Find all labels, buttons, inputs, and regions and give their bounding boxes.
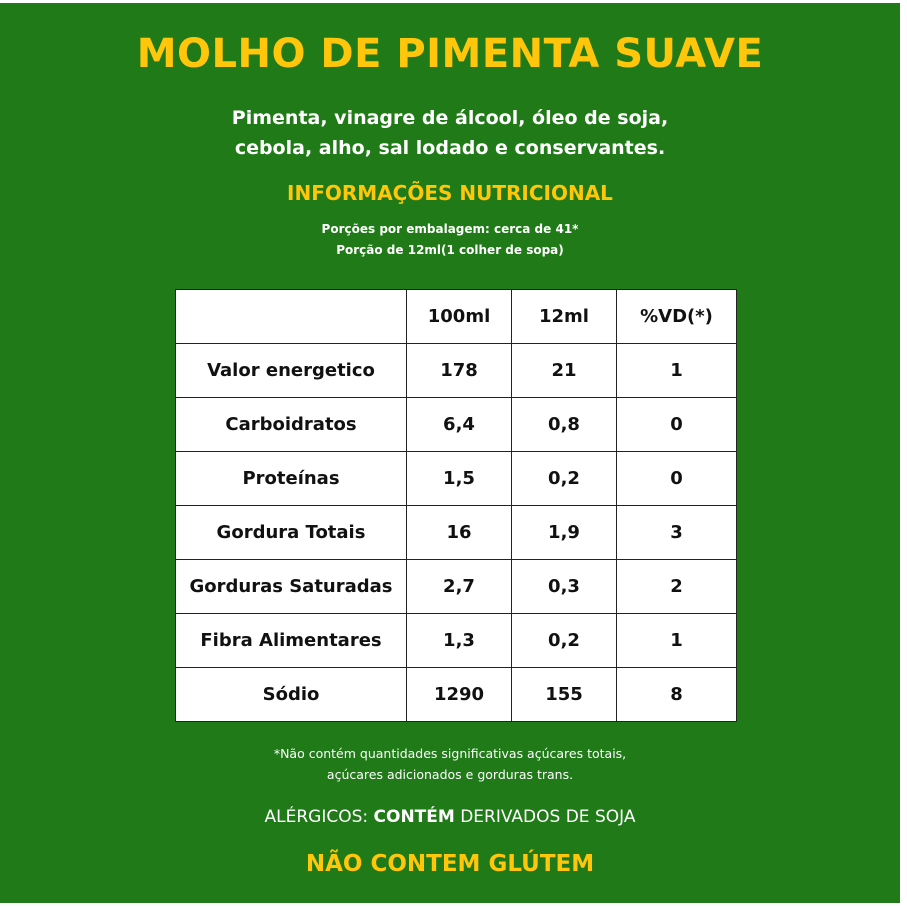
allergen-emphasis: CONTÉM <box>373 807 455 827</box>
portion-info <box>0 219 900 261</box>
value-12ml: 21 <box>512 344 617 398</box>
value-vd: 1 <box>617 614 737 668</box>
table-row <box>176 452 737 506</box>
value-100ml: 1290 <box>407 668 512 722</box>
nutrient-name: Proteínas <box>176 452 407 506</box>
portion-size: Porção de 12ml(1 colher de sopa) <box>336 243 564 257</box>
value-vd: 0 <box>617 452 737 506</box>
value-vd: 8 <box>617 668 737 722</box>
ingredients-line-2: cebola, alho, sal lodado e conservantes. <box>234 137 666 159</box>
value-12ml: 1,9 <box>512 506 617 560</box>
portions-per-package: Porções por embalagem: cerca de 41* <box>321 222 579 236</box>
value-12ml: 0,2 <box>512 452 617 506</box>
product-title: MOLHO DE PIMENTA SUAVE <box>136 31 764 77</box>
allergen-notice <box>0 807 900 827</box>
value-12ml: 0,2 <box>512 614 617 668</box>
value-100ml: 2,7 <box>407 560 512 614</box>
nutrient-name: Valor energetico <box>176 344 407 398</box>
nutrient-name: Sódio <box>176 668 407 722</box>
value-12ml: 0,8 <box>512 398 617 452</box>
table-row <box>176 398 737 452</box>
allergen-prefix: ALÉRGICOS: <box>264 807 374 827</box>
header-cell-12ml: 12ml <box>512 290 617 344</box>
value-vd: 3 <box>617 506 737 560</box>
nutrition-heading: INFORMAÇÕES NUTRICIONAL <box>287 181 613 205</box>
nutrient-name: Gordura Totais <box>176 506 407 560</box>
footnote <box>0 743 900 785</box>
value-vd: 1 <box>617 344 737 398</box>
gluten-notice: NÃO CONTEM GLÚTEM <box>305 851 595 877</box>
header-cell-empty <box>176 290 407 344</box>
ingredients-text <box>0 103 900 163</box>
nutrient-name: Fibra Alimentares <box>176 614 407 668</box>
table-row <box>176 668 737 722</box>
header-cell-100ml: 100ml <box>407 290 512 344</box>
ingredients-line-1: Pimenta, vinagre de álcool, óleo de soja, <box>231 107 669 129</box>
nutrient-name: Gorduras Saturadas <box>176 560 407 614</box>
table-row <box>176 560 737 614</box>
table-row <box>176 614 737 668</box>
footnote-line-1: *Não contém quantidades significativas açúcares totais, <box>273 746 627 761</box>
value-100ml: 6,4 <box>407 398 512 452</box>
table-row <box>176 506 737 560</box>
footnote-line-2: açúcares adicionados e gorduras trans. <box>326 767 574 782</box>
allergen-suffix: DERIVADOS DE SOJA <box>454 807 636 827</box>
value-100ml: 178 <box>407 344 512 398</box>
table-header-row <box>176 290 737 344</box>
nutrition-table <box>175 289 737 722</box>
header-cell-vd: %VD(*) <box>617 290 737 344</box>
value-12ml: 0,3 <box>512 560 617 614</box>
label-panel <box>0 3 900 903</box>
nutrient-name: Carboidratos <box>176 398 407 452</box>
value-12ml: 155 <box>512 668 617 722</box>
value-vd: 2 <box>617 560 737 614</box>
value-100ml: 1,3 <box>407 614 512 668</box>
value-100ml: 1,5 <box>407 452 512 506</box>
table-row <box>176 344 737 398</box>
value-100ml: 16 <box>407 506 512 560</box>
value-vd: 0 <box>617 398 737 452</box>
